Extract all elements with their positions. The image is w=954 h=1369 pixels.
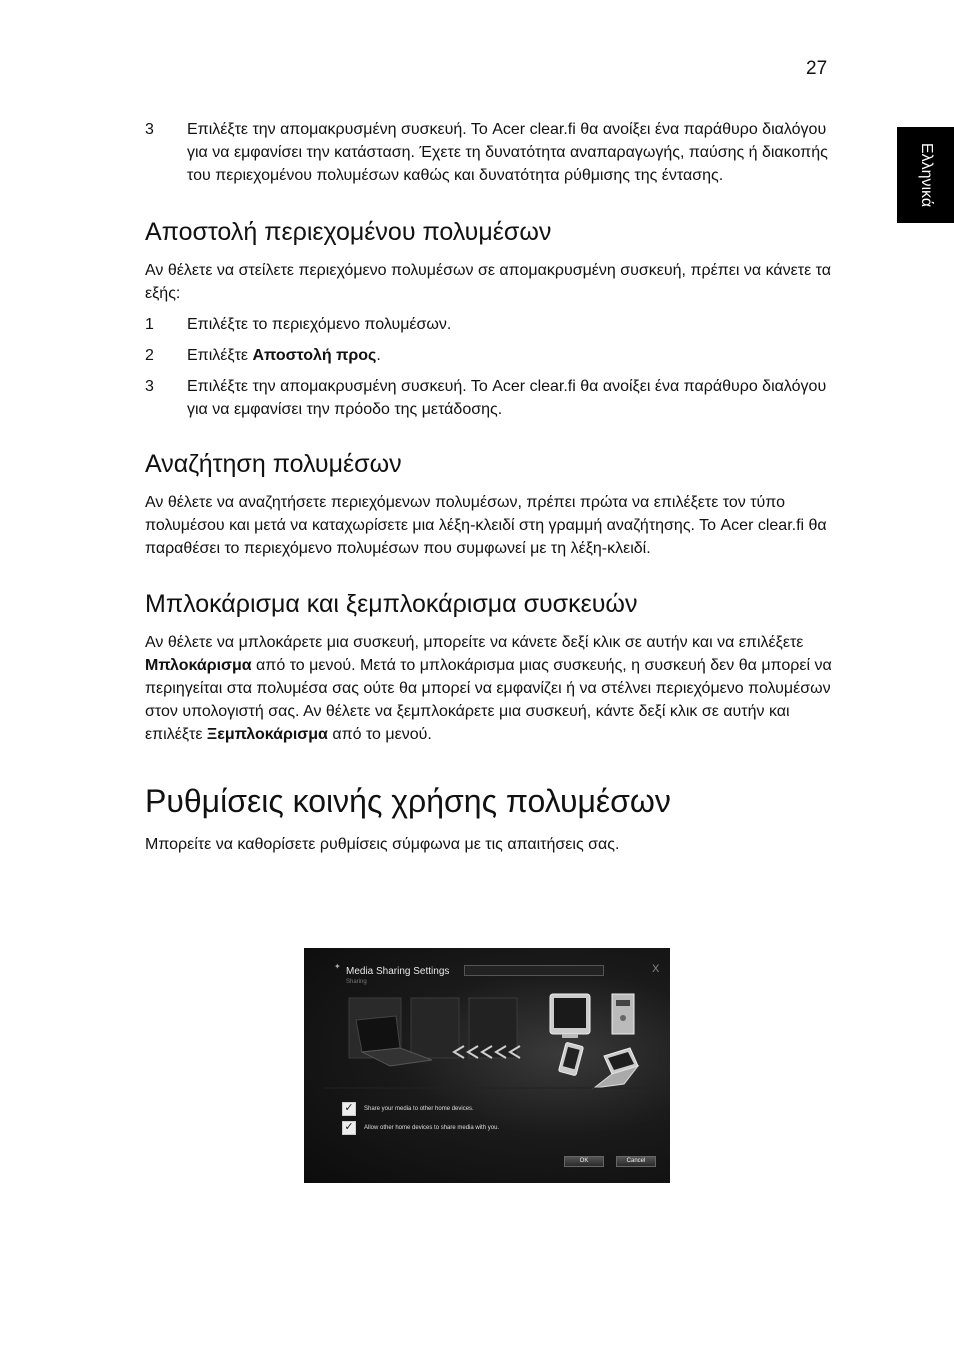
share-media-checkbox[interactable]: ✓ (342, 1102, 356, 1116)
share-media-label: Share your media to other home devices. (364, 1106, 474, 1112)
photo-thumbnail (411, 998, 459, 1058)
app-logo-icon: ✦ (334, 962, 341, 971)
search-heading: Αναζήτηση πολυμέσων (145, 450, 402, 478)
step-number: 3 (145, 378, 154, 395)
allow-sharing-option[interactable] (342, 1121, 499, 1135)
cancel-button[interactable]: Cancel (616, 1156, 656, 1167)
settings-body: Μπορείτε να καθορίσετε ρυθμίσεις σύμφωνα με τις απαιτήσεις σας. (145, 836, 620, 853)
media-sharing-settings-screenshot (304, 948, 670, 1183)
step-text: Επιλέξτε την απομακρυσμένη συσκευή. Το Acer clear.fi θα ανοίξει ένα παράθυρο διαλόγου για να εμφανίσει την πρόοδο της μετάδοσης. (187, 378, 827, 418)
step-number: 3 (145, 121, 154, 138)
close-icon[interactable]: X (652, 963, 660, 975)
step-number: 2 (145, 347, 154, 364)
block-term: Μπλοκάρισμα (145, 657, 252, 674)
step-number: 1 (145, 316, 154, 333)
dialog-title: Media Sharing Settings (346, 966, 450, 977)
language-tab (897, 127, 954, 223)
send-step-1 (145, 313, 835, 336)
unblock-term: Ξεμπλοκάρισμα (206, 726, 328, 743)
block-heading: Μπλοκάρισμα και ξεμπλοκάρισμα συσκευών (145, 590, 638, 618)
block-text-1: Αν θέλετε να μπλοκάρετε μια συσκευή, μπορείτε να κάνετε δεξί κλικ σε αυτήν και να επιλέξετε (145, 634, 804, 651)
language-tab-label: Ελληνικά (917, 142, 935, 208)
allow-sharing-checkbox[interactable]: ✓ (342, 1121, 356, 1135)
send-to-term: Αποστολή προς (252, 347, 377, 364)
page-content (145, 118, 835, 856)
ok-button[interactable]: OK (564, 1156, 604, 1167)
laptop-icon (356, 1016, 400, 1052)
send-intro: Αν θέλετε να στείλετε περιεχόμενο πολυμέσων σε απομακρυσμένη συσκευή, πρέπει να κάνετε τα εξής: (145, 262, 832, 302)
dialog-subtitle: Sharing (346, 979, 367, 985)
block-text-2: από το μενού. Μετά το μπλοκάρισμα μιας συσκευής, η συσκευή δεν θα μπορεί να περιηγείται στα πολυμέσα σας ούτε θα μπορεί να εμφανίζει ή να στέλνει περιεχόμενο πολυμέσων στον υπολογιστή σας. Αν θέλετε να ξεμπλοκάρετε μια συσκευή, κάντε δεξί κλικ σε αυτήν και επιλέξτε (145, 657, 832, 743)
title-bar-field (464, 965, 604, 976)
send-step-2 (145, 344, 835, 367)
search-body: Αν θέλετε να αναζητήσετε περιεχόμενων πολυμέσων, πρέπει πρώτα να επιλέξετε τον τύπο πολυμέσου και μετά να καταχωρίσετε μια λέξη-κλειδί στη γραμμή αναζήτησης. Το Acer clear.fi θα παραθέσει το περιεχόμενο πολυμέσων που συμφωνεί με τη λέξη-κλειδί. (145, 494, 827, 557)
step-text-suffix: . (376, 347, 381, 364)
step-text (187, 344, 835, 367)
step-text-prefix: Επιλέξτε (187, 347, 253, 364)
page-number: 27 (806, 58, 828, 79)
send-step-3 (145, 375, 835, 421)
settings-heading: Ρυθμίσεις κοινής χρήσης πολυμέσων (145, 783, 671, 819)
share-media-option[interactable] (342, 1102, 474, 1116)
send-heading: Αποστολή περιεχομένου πολυμέσων (145, 218, 552, 246)
step-text: Επιλέξτε το περιεχόμενο πολυμέσων. (187, 316, 452, 333)
block-body (145, 631, 835, 746)
allow-sharing-label: Allow other home devices to share media with you. (364, 1125, 500, 1131)
step-text: Επιλέξτε την απομακρυσμένη συσκευή. Το Acer clear.fi θα ανοίξει ένα παράθυρο διαλόγου για να εμφανίσει την κατάσταση. Έχετε τη δυνατότητα αναπαραγωγής, παύσης ή διακοπής του περιεχομένου πολυμέσων καθώς και δυνατότητα ρύθμισης της έντασης. (187, 121, 828, 184)
intro-step (145, 118, 835, 187)
photo-thumbnail (469, 998, 517, 1058)
block-text-3: από το μενού. (327, 726, 432, 743)
